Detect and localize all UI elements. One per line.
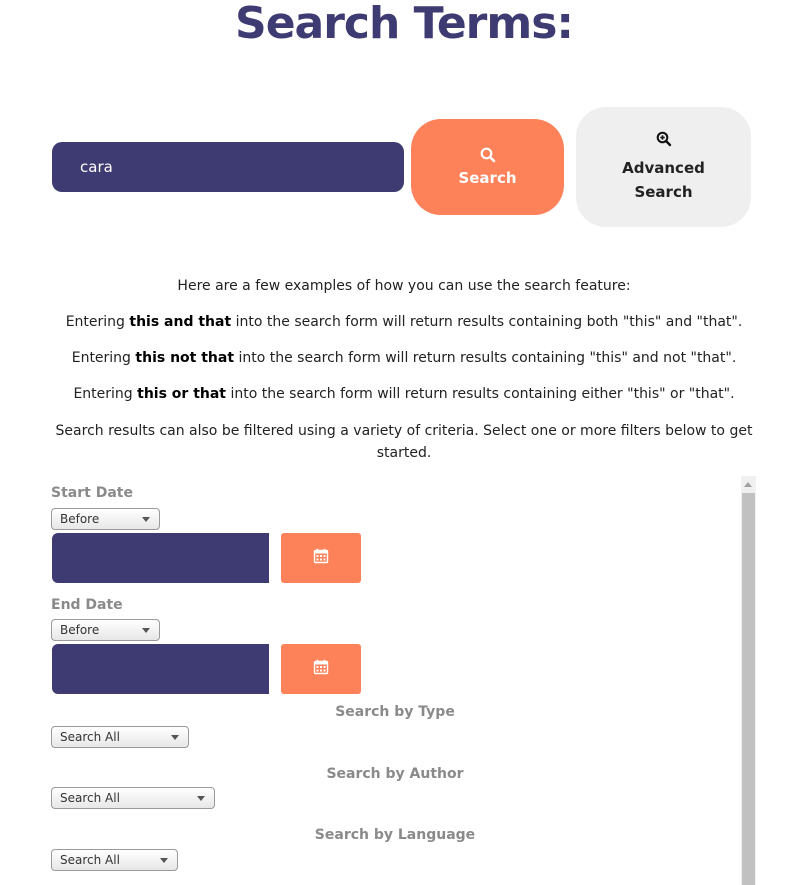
help-filters-note: Search results can also be filtered using a variety of criteria. Select one or more filters below to get started. <box>55 423 753 461</box>
type-filter-select[interactable]: Search All <box>51 726 189 748</box>
filters-scrollbar[interactable] <box>741 476 756 885</box>
chevron-down-icon <box>142 628 150 633</box>
language-filter-select[interactable]: Search All <box>51 849 178 871</box>
advanced-search-button[interactable] <box>576 107 751 227</box>
scroll-up-arrow-icon[interactable] <box>744 482 752 487</box>
search-button[interactable] <box>411 119 564 215</box>
page-title: Search Terms: <box>235 0 573 49</box>
advanced-search-label-1: Advanced <box>622 159 705 177</box>
search-icon <box>480 147 496 167</box>
language-filter-label: Search by Language <box>314 827 476 843</box>
chevron-down-icon <box>142 517 150 522</box>
end-date-input[interactable] <box>52 644 269 694</box>
help-example-not: Entering this not that into the search form will return results containing "this" and not "that". <box>71 350 737 366</box>
calendar-icon <box>313 659 329 679</box>
advanced-search-label-2: Search <box>634 183 693 201</box>
start-date-mode-select[interactable]: Before <box>51 508 160 530</box>
help-example-and: Entering this and that into the search form will return results containing both "this" and "that". <box>65 314 743 330</box>
start-date-label: Start Date <box>51 485 133 501</box>
help-intro: Here are a few examples of how you can use the search feature: <box>177 278 631 294</box>
calendar-icon <box>313 548 329 568</box>
type-filter-label: Search by Type <box>335 704 455 720</box>
search-button-label: Search <box>458 169 517 187</box>
search-help <box>55 276 753 480</box>
end-date-mode-select[interactable]: Before <box>51 619 160 641</box>
end-date-label: End Date <box>51 597 123 613</box>
author-filter-label: Search by Author <box>326 766 464 782</box>
scrollbar-thumb[interactable] <box>742 493 755 885</box>
zoom-in-icon <box>656 130 672 154</box>
author-filter-select[interactable]: Search All <box>51 787 215 809</box>
start-date-calendar-button[interactable] <box>281 533 361 583</box>
chevron-down-icon <box>171 735 179 740</box>
filters-panel <box>0 478 740 885</box>
chevron-down-icon <box>197 796 205 801</box>
end-date-calendar-button[interactable] <box>281 644 361 694</box>
chevron-down-icon <box>160 858 168 863</box>
search-input[interactable] <box>52 142 404 192</box>
help-example-or: Entering this or that into the search form will return results containing either "this" or "that". <box>73 386 735 402</box>
start-date-input[interactable] <box>52 533 269 583</box>
